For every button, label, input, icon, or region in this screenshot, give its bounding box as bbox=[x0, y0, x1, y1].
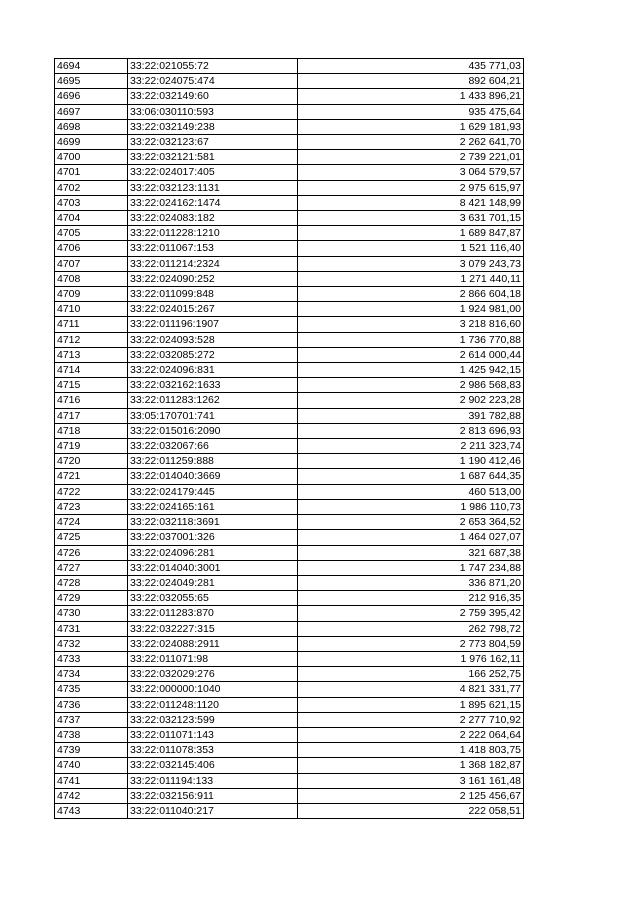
cadastral-number-cell: 33:22:024165:161 bbox=[128, 499, 298, 514]
cadastral-value-cell: 1 976 162,11 bbox=[298, 651, 524, 666]
table-row bbox=[55, 621, 524, 636]
cadastral-number-cell: 33:22:032123:67 bbox=[128, 135, 298, 150]
cadastral-value-cell: 222 058,51 bbox=[298, 803, 524, 818]
cadastral-value-cell: 321 687,38 bbox=[298, 545, 524, 560]
cadastral-value-cell: 391 782,88 bbox=[298, 408, 524, 423]
cadastral-number-cell: 33:22:032149:60 bbox=[128, 89, 298, 104]
table-row bbox=[55, 423, 524, 438]
row-number-cell: 4724 bbox=[55, 515, 128, 530]
row-number-cell: 4741 bbox=[55, 773, 128, 788]
table-row bbox=[55, 560, 524, 575]
row-number-cell: 4703 bbox=[55, 195, 128, 210]
cadastral-value-cell: 1 425 942,15 bbox=[298, 363, 524, 378]
table-row bbox=[55, 241, 524, 256]
cadastral-number-cell: 33:22:011283:1262 bbox=[128, 393, 298, 408]
cadastral-number-cell: 33:22:032123:599 bbox=[128, 712, 298, 727]
table-row bbox=[55, 697, 524, 712]
cadastral-number-cell: 33:22:032123:1131 bbox=[128, 180, 298, 195]
table-row bbox=[55, 484, 524, 499]
table-row bbox=[55, 104, 524, 119]
row-number-cell: 4725 bbox=[55, 530, 128, 545]
table-row bbox=[55, 271, 524, 286]
table-row bbox=[55, 712, 524, 727]
cadastral-value-cell: 1 689 847,87 bbox=[298, 226, 524, 241]
cadastral-number-cell: 33:22:032162:1633 bbox=[128, 378, 298, 393]
table-row bbox=[55, 302, 524, 317]
cadastral-value-cell: 1 986 110,73 bbox=[298, 499, 524, 514]
row-number-cell: 4722 bbox=[55, 484, 128, 499]
table-row bbox=[55, 469, 524, 484]
cadastral-number-cell: 33:22:024075:474 bbox=[128, 74, 298, 89]
table-row bbox=[55, 119, 524, 134]
table-row bbox=[55, 727, 524, 742]
table-row bbox=[55, 226, 524, 241]
row-number-cell: 4718 bbox=[55, 423, 128, 438]
cadastral-number-cell: 33:22:024017:405 bbox=[128, 165, 298, 180]
cadastral-value-cell: 3 631 701,15 bbox=[298, 211, 524, 226]
row-number-cell: 4697 bbox=[55, 104, 128, 119]
cadastral-number-cell: 33:22:024083:182 bbox=[128, 211, 298, 226]
row-number-cell: 4716 bbox=[55, 393, 128, 408]
table-row bbox=[55, 439, 524, 454]
cadastral-value-cell: 1 190 412,46 bbox=[298, 454, 524, 469]
table-row bbox=[55, 211, 524, 226]
table-row bbox=[55, 378, 524, 393]
table-row bbox=[55, 773, 524, 788]
cadastral-value-cell: 3 079 243,73 bbox=[298, 256, 524, 271]
row-number-cell: 4743 bbox=[55, 803, 128, 818]
row-number-cell: 4733 bbox=[55, 651, 128, 666]
cadastral-value-cell: 3 218 816,60 bbox=[298, 317, 524, 332]
row-number-cell: 4707 bbox=[55, 256, 128, 271]
cadastral-value-cell: 2 277 710,92 bbox=[298, 712, 524, 727]
row-number-cell: 4715 bbox=[55, 378, 128, 393]
row-number-cell: 4739 bbox=[55, 743, 128, 758]
row-number-cell: 4704 bbox=[55, 211, 128, 226]
cadastral-number-cell: 33:22:014040:3001 bbox=[128, 560, 298, 575]
cadastral-number-cell: 33:22:032085:272 bbox=[128, 347, 298, 362]
table-row bbox=[55, 667, 524, 682]
cadastral-number-cell: 33:22:011196:1907 bbox=[128, 317, 298, 332]
cadastral-value-cell: 892 604,21 bbox=[298, 74, 524, 89]
cadastral-value-cell: 1 271 440,11 bbox=[298, 271, 524, 286]
table-row bbox=[55, 803, 524, 818]
row-number-cell: 4728 bbox=[55, 575, 128, 590]
cadastral-value-cell: 1 924 981,00 bbox=[298, 302, 524, 317]
cadastral-number-cell: 33:05:170701:741 bbox=[128, 408, 298, 423]
table-row bbox=[55, 180, 524, 195]
cadastral-value-cell: 2 813 696,93 bbox=[298, 423, 524, 438]
row-number-cell: 4726 bbox=[55, 545, 128, 560]
row-number-cell: 4708 bbox=[55, 271, 128, 286]
cadastral-value-cell: 1 368 182,87 bbox=[298, 758, 524, 773]
cadastral-value-cell: 2 222 064,64 bbox=[298, 727, 524, 742]
table-row bbox=[55, 287, 524, 302]
table-row bbox=[55, 682, 524, 697]
table-row bbox=[55, 317, 524, 332]
cadastral-value-cell: 2 759 395,42 bbox=[298, 606, 524, 621]
cadastral-number-cell: 33:22:011248:1120 bbox=[128, 697, 298, 712]
row-number-cell: 4742 bbox=[55, 788, 128, 803]
row-number-cell: 4713 bbox=[55, 347, 128, 362]
cadastral-number-cell: 33:22:011259:888 bbox=[128, 454, 298, 469]
table-row bbox=[55, 165, 524, 180]
cadastral-number-cell: 33:22:024090:252 bbox=[128, 271, 298, 286]
cadastral-number-cell: 33:22:024093:528 bbox=[128, 332, 298, 347]
row-number-cell: 4698 bbox=[55, 119, 128, 134]
row-number-cell: 4699 bbox=[55, 135, 128, 150]
cadastral-value-cell: 3 064 579,57 bbox=[298, 165, 524, 180]
row-number-cell: 4720 bbox=[55, 454, 128, 469]
table-row bbox=[55, 74, 524, 89]
cadastral-number-cell: 33:06:030110:593 bbox=[128, 104, 298, 119]
cadastral-value-cell: 1 895 621,15 bbox=[298, 697, 524, 712]
table-row bbox=[55, 636, 524, 651]
cadastral-value-cell: 262 798,72 bbox=[298, 621, 524, 636]
row-number-cell: 4730 bbox=[55, 606, 128, 621]
table-row bbox=[55, 515, 524, 530]
cadastral-number-cell: 33:22:011228:1210 bbox=[128, 226, 298, 241]
cadastral-value-cell: 2 211 323,74 bbox=[298, 439, 524, 454]
cadastral-value-cell: 1 521 116,40 bbox=[298, 241, 524, 256]
cadastral-number-cell: 33:22:011040:217 bbox=[128, 803, 298, 818]
cadastral-number-cell: 33:22:011194:133 bbox=[128, 773, 298, 788]
cadastral-number-cell: 33:22:011078:353 bbox=[128, 743, 298, 758]
row-number-cell: 4731 bbox=[55, 621, 128, 636]
row-number-cell: 4695 bbox=[55, 74, 128, 89]
table-row bbox=[55, 135, 524, 150]
table-row bbox=[55, 758, 524, 773]
table-row bbox=[55, 743, 524, 758]
table-body bbox=[55, 59, 524, 819]
cadastral-number-cell: 33:22:000000:1040 bbox=[128, 682, 298, 697]
table-row bbox=[55, 150, 524, 165]
row-number-cell: 4727 bbox=[55, 560, 128, 575]
table-row bbox=[55, 651, 524, 666]
row-number-cell: 4738 bbox=[55, 727, 128, 742]
cadastral-value-cell: 2 902 223,28 bbox=[298, 393, 524, 408]
cadastral-number-cell: 33:22:014040:3669 bbox=[128, 469, 298, 484]
cadastral-value-cell: 2 262 641,70 bbox=[298, 135, 524, 150]
cadastral-value-cell: 1 736 770,88 bbox=[298, 332, 524, 347]
row-number-cell: 4734 bbox=[55, 667, 128, 682]
cadastral-value-cell: 460 513,00 bbox=[298, 484, 524, 499]
cadastral-value-cell: 212 916,35 bbox=[298, 591, 524, 606]
cadastral-number-cell: 33:22:032227:315 bbox=[128, 621, 298, 636]
cadastral-number-cell: 33:22:021055:72 bbox=[128, 59, 298, 74]
cadastral-number-cell: 33:22:037001:326 bbox=[128, 530, 298, 545]
cadastral-value-cell: 435 771,03 bbox=[298, 59, 524, 74]
table-row bbox=[55, 347, 524, 362]
cadastral-number-cell: 33:22:024162:1474 bbox=[128, 195, 298, 210]
table-row bbox=[55, 393, 524, 408]
cadastral-value-cell: 2 739 221,01 bbox=[298, 150, 524, 165]
table-row bbox=[55, 332, 524, 347]
table-row bbox=[55, 788, 524, 803]
row-number-cell: 4729 bbox=[55, 591, 128, 606]
row-number-cell: 4694 bbox=[55, 59, 128, 74]
cadastral-number-cell: 33:22:024179:445 bbox=[128, 484, 298, 499]
cadastral-number-cell: 33:22:032156:911 bbox=[128, 788, 298, 803]
row-number-cell: 4740 bbox=[55, 758, 128, 773]
cadastral-number-cell: 33:22:024096:831 bbox=[128, 363, 298, 378]
table-row bbox=[55, 363, 524, 378]
table-row bbox=[55, 545, 524, 560]
cadastral-value-cell: 935 475,64 bbox=[298, 104, 524, 119]
table-row bbox=[55, 89, 524, 104]
cadastral-value-cell: 2 773 804,59 bbox=[298, 636, 524, 651]
cadastral-number-cell: 33:22:032029:276 bbox=[128, 667, 298, 682]
table-row bbox=[55, 59, 524, 74]
cadastral-number-cell: 33:22:032118:3691 bbox=[128, 515, 298, 530]
cadastral-value-cell: 8 421 148,99 bbox=[298, 195, 524, 210]
row-number-cell: 4719 bbox=[55, 439, 128, 454]
row-number-cell: 4737 bbox=[55, 712, 128, 727]
row-number-cell: 4702 bbox=[55, 180, 128, 195]
table-row bbox=[55, 591, 524, 606]
row-number-cell: 4723 bbox=[55, 499, 128, 514]
cadastral-value-cell: 1 687 644,35 bbox=[298, 469, 524, 484]
cadastral-number-cell: 33:22:032067:66 bbox=[128, 439, 298, 454]
cadastral-value-cell: 2 975 615,97 bbox=[298, 180, 524, 195]
cadastral-number-cell: 33:22:011214:2324 bbox=[128, 256, 298, 271]
row-number-cell: 4717 bbox=[55, 408, 128, 423]
table-row bbox=[55, 530, 524, 545]
table-row bbox=[55, 575, 524, 590]
cadastral-value-cell: 2 653 364,52 bbox=[298, 515, 524, 530]
row-number-cell: 4696 bbox=[55, 89, 128, 104]
table-row bbox=[55, 408, 524, 423]
table-row bbox=[55, 195, 524, 210]
row-number-cell: 4705 bbox=[55, 226, 128, 241]
cadastral-number-cell: 33:22:011067:153 bbox=[128, 241, 298, 256]
cadastral-value-cell: 2 125 456,67 bbox=[298, 788, 524, 803]
cadastral-value-cell: 1 629 181,93 bbox=[298, 119, 524, 134]
cadastral-number-cell: 33:22:024088:2911 bbox=[128, 636, 298, 651]
cadastral-number-cell: 33:22:011071:143 bbox=[128, 727, 298, 742]
row-number-cell: 4712 bbox=[55, 332, 128, 347]
cadastral-number-cell: 33:22:032055:65 bbox=[128, 591, 298, 606]
row-number-cell: 4709 bbox=[55, 287, 128, 302]
row-number-cell: 4736 bbox=[55, 697, 128, 712]
cadastral-value-cell: 336 871,20 bbox=[298, 575, 524, 590]
cadastral-value-cell: 4 821 331,77 bbox=[298, 682, 524, 697]
table-row bbox=[55, 606, 524, 621]
cadastral-number-cell: 33:22:024015:267 bbox=[128, 302, 298, 317]
cadastral-number-cell: 33:22:011071:98 bbox=[128, 651, 298, 666]
cadastral-value-cell: 1 433 896,21 bbox=[298, 89, 524, 104]
row-number-cell: 4721 bbox=[55, 469, 128, 484]
cadastral-value-cell: 1 418 803,75 bbox=[298, 743, 524, 758]
cadastral-value-cell: 2 986 568,83 bbox=[298, 378, 524, 393]
cadastral-number-cell: 33:22:024096:281 bbox=[128, 545, 298, 560]
table-row bbox=[55, 499, 524, 514]
cadastral-number-cell: 33:22:011283:870 bbox=[128, 606, 298, 621]
cadastral-number-cell: 33:22:015016:2090 bbox=[128, 423, 298, 438]
cadastral-number-cell: 33:22:032121:581 bbox=[128, 150, 298, 165]
document-page bbox=[54, 58, 524, 819]
row-number-cell: 4700 bbox=[55, 150, 128, 165]
row-number-cell: 4732 bbox=[55, 636, 128, 651]
row-number-cell: 4706 bbox=[55, 241, 128, 256]
table-row bbox=[55, 256, 524, 271]
cadastral-number-cell: 33:22:032149:238 bbox=[128, 119, 298, 134]
row-number-cell: 4701 bbox=[55, 165, 128, 180]
cadastral-value-cell: 1 464 027,07 bbox=[298, 530, 524, 545]
cadastral-value-cell: 166 252,75 bbox=[298, 667, 524, 682]
cadastral-value-table bbox=[54, 58, 524, 819]
cadastral-value-cell: 3 161 161,48 bbox=[298, 773, 524, 788]
cadastral-number-cell: 33:22:011099:848 bbox=[128, 287, 298, 302]
row-number-cell: 4711 bbox=[55, 317, 128, 332]
cadastral-number-cell: 33:22:024049:281 bbox=[128, 575, 298, 590]
cadastral-value-cell: 1 747 234,88 bbox=[298, 560, 524, 575]
table-row bbox=[55, 454, 524, 469]
row-number-cell: 4735 bbox=[55, 682, 128, 697]
row-number-cell: 4710 bbox=[55, 302, 128, 317]
cadastral-number-cell: 33:22:032145:406 bbox=[128, 758, 298, 773]
cadastral-value-cell: 2 614 000,44 bbox=[298, 347, 524, 362]
cadastral-value-cell: 2 866 604,18 bbox=[298, 287, 524, 302]
row-number-cell: 4714 bbox=[55, 363, 128, 378]
